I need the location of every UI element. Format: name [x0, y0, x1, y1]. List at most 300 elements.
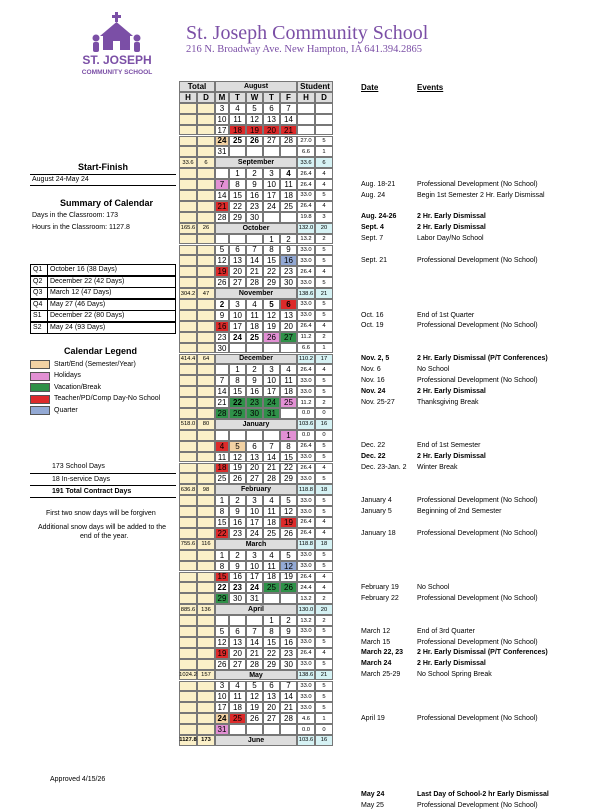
snow-line-3: end of the year. [80, 533, 129, 540]
week-hours: 26.4 [297, 364, 315, 375]
week-days: 2 [315, 397, 333, 408]
day-cell: 11 [246, 310, 263, 321]
week-days: 5 [315, 245, 333, 256]
day-cell: 19 [280, 517, 297, 528]
day-cell: 26 [215, 659, 229, 670]
event-text: End of 1st Semester [417, 442, 481, 450]
week-hours: 33.0 [297, 299, 315, 310]
week-days: 5 [315, 299, 333, 310]
day-cell: 18 [229, 702, 246, 713]
day-cell: 14 [280, 691, 297, 702]
event-text: No School [417, 584, 450, 591]
total-cell [179, 615, 197, 626]
day-cell: 9 [280, 626, 297, 637]
day-cell: 26 [215, 277, 229, 288]
week-hours: 0.0 [297, 724, 315, 735]
total-cell [197, 724, 215, 735]
day-cell: 20 [280, 321, 297, 332]
week-days: 5 [315, 659, 333, 670]
event-text: Professional Development (No School) [417, 529, 538, 537]
day-cell: 24 [263, 397, 280, 408]
school-address: 216 N. Broadway Ave. New Hampton, IA 641.394.2865 [186, 44, 423, 55]
day-cell: 24 [229, 332, 246, 343]
day-cell [246, 430, 263, 441]
logo-text-bottom: COMMUNITY SCHOOL [81, 69, 153, 76]
week-hours: 26.4 [297, 179, 315, 190]
week-hours: 33.0 [297, 550, 315, 561]
day-cell [215, 364, 229, 375]
total-cell [179, 593, 197, 604]
day-cell: 18 [246, 321, 263, 332]
day-cell: 29 [229, 408, 246, 419]
total-cell [179, 681, 197, 692]
event-date: Sept. 4 [361, 224, 384, 232]
day-cell: 4 [280, 364, 297, 375]
total-cell [197, 463, 215, 474]
total-cell [197, 136, 215, 147]
total-hours-header: H [179, 92, 197, 103]
day-cell: 3 [215, 681, 229, 692]
day-cell: 21 [215, 397, 229, 408]
day-cell: 16 [280, 637, 297, 648]
day-cell: 28 [246, 659, 263, 670]
week-days: 5 [315, 452, 333, 463]
day-cell: 3 [215, 103, 229, 114]
event-text: Thanksgiving Break [417, 398, 479, 406]
week-hours: 13.2 [297, 615, 315, 626]
total-cell [179, 473, 197, 484]
total-cell [179, 659, 197, 670]
total-cell [197, 713, 215, 724]
event-date: Aug. 18-21 [361, 180, 396, 188]
total-cell [179, 136, 197, 147]
day-cell: 14 [246, 255, 263, 266]
day-cell: 13 [280, 310, 297, 321]
student-header: Student [297, 81, 333, 92]
day-cell: 22 [229, 201, 246, 212]
week-days: 1 [315, 713, 333, 724]
month-total-hours: 885.6 [179, 604, 197, 615]
event-text: Professional Development (No School) [417, 714, 538, 722]
week-hours [297, 125, 315, 136]
week-days: 4 [315, 321, 333, 332]
day-cell: 20 [246, 463, 263, 474]
total-cell [197, 201, 215, 212]
total-cell [197, 659, 215, 670]
week-hours: 26.4 [297, 266, 315, 277]
month-header: September [215, 157, 297, 168]
month-total-days: 157 [197, 670, 215, 681]
month-total-hours: 755.6 [179, 539, 197, 550]
day-cell: 22 [229, 397, 246, 408]
quarter-text: May 27 (46 Days) [50, 300, 106, 308]
day-cell: 31 [246, 593, 263, 604]
week-hours: 33.0 [297, 495, 315, 506]
day-cell [229, 343, 246, 354]
day-cell: 15 [263, 637, 280, 648]
total-cell [197, 528, 215, 539]
day-cell: 31 [263, 408, 280, 419]
total-cell [197, 550, 215, 561]
day-cell: 22 [280, 463, 297, 474]
day-cell: 11 [229, 691, 246, 702]
snow-line-1: First two snow days will be forgiven [46, 510, 156, 517]
week-days: 3 [315, 212, 333, 223]
day-cell: 25 [280, 201, 297, 212]
day-cell: 3 [246, 495, 263, 506]
summary-days: Days in the Classroom: 173 [32, 212, 118, 219]
month-student-hours: 103.6 [297, 735, 315, 746]
event-text: Professional Development (No School) [417, 257, 538, 264]
day-cell: 14 [246, 637, 263, 648]
day-cell: 24 [246, 528, 263, 539]
day-cell: 12 [280, 561, 297, 572]
day-cell: 25 [215, 473, 229, 484]
day-cell: 17 [215, 702, 229, 713]
week-hours: 33.0 [297, 702, 315, 713]
event-text: 2 Hr. Early Dismissal [417, 224, 486, 232]
day-cell: 18 [215, 463, 229, 474]
total-cell [197, 648, 215, 659]
day-cell: 13 [263, 691, 280, 702]
day-cell: 10 [215, 691, 229, 702]
event-text: Begin 1st Semester 2 Hr. Early Dismissal [417, 191, 545, 199]
week-days: 5 [315, 375, 333, 386]
logo-text-top: ST. JOSEPH [82, 53, 152, 67]
weekday-header: T [263, 92, 280, 103]
total-cell [197, 310, 215, 321]
total-cell [179, 561, 197, 572]
week-hours: 26.4 [297, 528, 315, 539]
week-days: 5 [315, 310, 333, 321]
day-cell: 28 [280, 713, 297, 724]
total-cell [179, 626, 197, 637]
total-cell [179, 310, 197, 321]
day-cell [229, 146, 246, 157]
event-text: 2 Hr. Early Dismissal [417, 453, 486, 461]
day-cell: 15 [229, 190, 246, 201]
total-cell [197, 626, 215, 637]
total-cell [197, 572, 215, 583]
day-cell: 24 [215, 713, 229, 724]
event-date: May 25 [361, 802, 384, 809]
day-cell: 8 [215, 561, 229, 572]
total-cell [197, 506, 215, 517]
month-student-hours: 33.6 [297, 157, 315, 168]
day-cell: 5 [280, 495, 297, 506]
day-cell [229, 724, 246, 735]
day-cell: 24 [246, 582, 263, 593]
month-student-hours: 103.6 [297, 419, 315, 430]
day-cell: 6 [246, 441, 263, 452]
total-cell [179, 452, 197, 463]
total-cell [197, 103, 215, 114]
legend-label: Teacher/PD/Comp Day-No School [54, 395, 161, 402]
month-student-hours: 110.2 [297, 354, 315, 365]
day-cell: 5 [215, 626, 229, 637]
day-cell: 12 [229, 452, 246, 463]
day-cell: 17 [229, 321, 246, 332]
day-cell: 21 [280, 125, 297, 136]
day-cell: 1 [280, 430, 297, 441]
day-cell: 30 [280, 277, 297, 288]
month-total-days: 6 [197, 157, 215, 168]
day-cell: 7 [215, 375, 229, 386]
week-days: 5 [315, 255, 333, 266]
total-cell [179, 517, 197, 528]
day-cell: 14 [263, 452, 280, 463]
day-cell: 26 [263, 332, 280, 343]
week-days: 2 [315, 234, 333, 245]
month-header: October [215, 223, 297, 234]
week-hours [297, 114, 315, 125]
quarter-code: S2 [33, 323, 42, 331]
month-student-days: 18 [315, 539, 333, 550]
month-total-days: 26 [197, 223, 215, 234]
day-cell: 19 [229, 463, 246, 474]
day-cell: 1 [215, 550, 229, 561]
week-days: 4 [315, 266, 333, 277]
total-cell [179, 550, 197, 561]
day-cell: 12 [215, 255, 229, 266]
legend-title: Calendar Legend [64, 346, 138, 356]
day-cell: 8 [263, 245, 280, 256]
event-date: Oct. 16 [361, 311, 384, 319]
day-cell: 15 [263, 255, 280, 266]
day-cell: 4 [215, 441, 229, 452]
legend-label: Vacation/Break [54, 383, 101, 391]
student-hours-header: H [297, 92, 315, 103]
day-cell [246, 146, 263, 157]
week-hours: 33.0 [297, 659, 315, 670]
day-cell: 2 [229, 495, 246, 506]
day-cell: 24 [263, 201, 280, 212]
month-total-days: 98 [197, 484, 215, 495]
month-student-days: 6 [315, 157, 333, 168]
day-cell: 1 [263, 234, 280, 245]
day-cell: 21 [246, 266, 263, 277]
month-student-days: 20 [315, 223, 333, 234]
week-hours: 33.0 [297, 386, 315, 397]
weekday-header: M [215, 92, 229, 103]
total-cell [179, 506, 197, 517]
week-hours: 0.0 [297, 408, 315, 419]
week-hours: 33.0 [297, 375, 315, 386]
week-days: 5 [315, 637, 333, 648]
total-cell [197, 190, 215, 201]
day-cell: 25 [280, 397, 297, 408]
month-student-days: 21 [315, 288, 333, 299]
event-text: Beginning of 2nd Semester [417, 507, 502, 515]
month-student-days: 20 [315, 604, 333, 615]
day-cell: 26 [246, 136, 263, 147]
total-cell [179, 495, 197, 506]
day-cell [263, 724, 280, 735]
quarter-text: March 12 (47 Days) [50, 289, 112, 296]
day-cell [246, 234, 263, 245]
day-cell: 10 [246, 561, 263, 572]
total-cell [179, 321, 197, 332]
day-cell: 19 [215, 648, 229, 659]
total-cell [179, 212, 197, 223]
week-days: 5 [315, 681, 333, 692]
event-text: 2 Hr. Early Dismissal [417, 213, 486, 221]
day-cell: 12 [263, 310, 280, 321]
quarter-text: October 16 (38 Days) [50, 266, 117, 273]
week-hours: 33.0 [297, 473, 315, 484]
total-cell [179, 245, 197, 256]
day-cell: 9 [280, 245, 297, 256]
month-total-hours: 33.6 [179, 157, 197, 168]
day-cell [215, 430, 229, 441]
day-cell: 15 [215, 517, 229, 528]
day-cell: 16 [229, 517, 246, 528]
total-cell [179, 168, 197, 179]
day-cell: 29 [263, 277, 280, 288]
day-cell: 7 [246, 626, 263, 637]
inservice-days: 18 In-service Days [52, 476, 110, 483]
day-cell: 23 [229, 528, 246, 539]
day-cell: 1 [215, 495, 229, 506]
month-header: November [215, 288, 297, 299]
total-cell [179, 266, 197, 277]
week-days: 4 [315, 648, 333, 659]
week-hours: 27.0 [297, 136, 315, 147]
week-days: 5 [315, 702, 333, 713]
week-days: 4 [315, 201, 333, 212]
total-cell [179, 343, 197, 354]
total-cell [197, 255, 215, 266]
total-cell [179, 637, 197, 648]
total-cell [179, 441, 197, 452]
day-cell: 4 [229, 681, 246, 692]
total-cell [179, 724, 197, 735]
day-cell [246, 343, 263, 354]
day-cell: 11 [229, 114, 246, 125]
day-cell: 13 [229, 255, 246, 266]
day-cell: 2 [246, 364, 263, 375]
week-days: 5 [315, 473, 333, 484]
quarter-code: Q1 [33, 266, 43, 273]
month-student-days: 21 [315, 670, 333, 681]
week-hours: 33.0 [297, 245, 315, 256]
week-days: 5 [315, 550, 333, 561]
day-cell: 6 [263, 103, 280, 114]
day-cell: 27 [229, 659, 246, 670]
week-days: 5 [315, 561, 333, 572]
week-days: 0 [315, 724, 333, 735]
total-cell [179, 582, 197, 593]
total-cell [179, 572, 197, 583]
month-total-hours: 414.4 [179, 354, 197, 365]
day-cell: 18 [263, 517, 280, 528]
event-date: Dec. 22 [361, 442, 386, 450]
month-student-days: 16 [315, 735, 333, 746]
week-days: 5 [315, 277, 333, 288]
event-date: Nov. 16 [361, 376, 385, 384]
total-cell [179, 691, 197, 702]
month-student-days: 18 [315, 484, 333, 495]
event-date: March 25-29 [361, 671, 401, 679]
day-cell [229, 430, 246, 441]
day-cell: 9 [246, 375, 263, 386]
total-cell [197, 615, 215, 626]
day-cell: 3 [263, 364, 280, 375]
week-hours: 33.0 [297, 691, 315, 702]
total-cell [179, 201, 197, 212]
day-cell: 17 [263, 190, 280, 201]
day-cell [263, 212, 280, 223]
event-text: 2 Hr. Early Dismissal [417, 387, 486, 395]
day-cell: 15 [229, 386, 246, 397]
day-cell: 30 [215, 343, 229, 354]
day-cell: 22 [215, 582, 229, 593]
event-date: Aug. 24-26 [361, 213, 397, 221]
event-date: May 24 [361, 791, 385, 799]
day-cell: 25 [263, 528, 280, 539]
week-days: 4 [315, 179, 333, 190]
day-cell: 22 [263, 266, 280, 277]
day-cell [280, 724, 297, 735]
day-cell: 4 [280, 168, 297, 179]
day-cell: 10 [215, 114, 229, 125]
total-cell [179, 146, 197, 157]
day-cell [246, 615, 263, 626]
week-hours: 26.4 [297, 168, 315, 179]
day-cell: 25 [229, 713, 246, 724]
week-days: 0 [315, 408, 333, 419]
day-cell: 25 [263, 582, 280, 593]
day-cell: 3 [229, 299, 246, 310]
day-cell: 29 [280, 473, 297, 484]
event-date: March 22, 23 [361, 649, 404, 657]
day-cell: 8 [229, 375, 246, 386]
week-days: 5 [315, 136, 333, 147]
week-days: 4 [315, 528, 333, 539]
total-cell [179, 255, 197, 266]
event-text: End of 3rd Quarter [417, 627, 475, 635]
total-cell [197, 266, 215, 277]
day-cell: 7 [280, 681, 297, 692]
week-days: 2 [315, 332, 333, 343]
day-cell [280, 343, 297, 354]
day-cell: 11 [263, 561, 280, 572]
total-cell [197, 452, 215, 463]
day-cell: 20 [263, 702, 280, 713]
day-cell: 11 [263, 506, 280, 517]
event-text: End of 1st Quarter [417, 311, 475, 319]
total-cell [197, 593, 215, 604]
total-cell [179, 397, 197, 408]
summary-hours: Hours in the Classroom: 1127.8 [32, 224, 130, 231]
total-cell [179, 528, 197, 539]
total-cell [197, 332, 215, 343]
month-student-hours: 130.0 [297, 604, 315, 615]
day-cell: 7 [280, 103, 297, 114]
total-cell [197, 408, 215, 419]
event-date: February 19 [361, 584, 399, 591]
day-cell: 19 [263, 321, 280, 332]
total-cell [179, 125, 197, 136]
day-cell: 18 [280, 190, 297, 201]
event-text: 2 Hr. Early Dismissal (P/T Conferences) [417, 649, 548, 657]
event-text: Last Day of School-2 hr Early Dismissal [417, 791, 549, 799]
day-cell: 21 [246, 648, 263, 659]
day-cell: 26 [246, 713, 263, 724]
day-cell: 9 [229, 506, 246, 517]
day-cell: 6 [229, 245, 246, 256]
event-date: March 24 [361, 660, 392, 668]
